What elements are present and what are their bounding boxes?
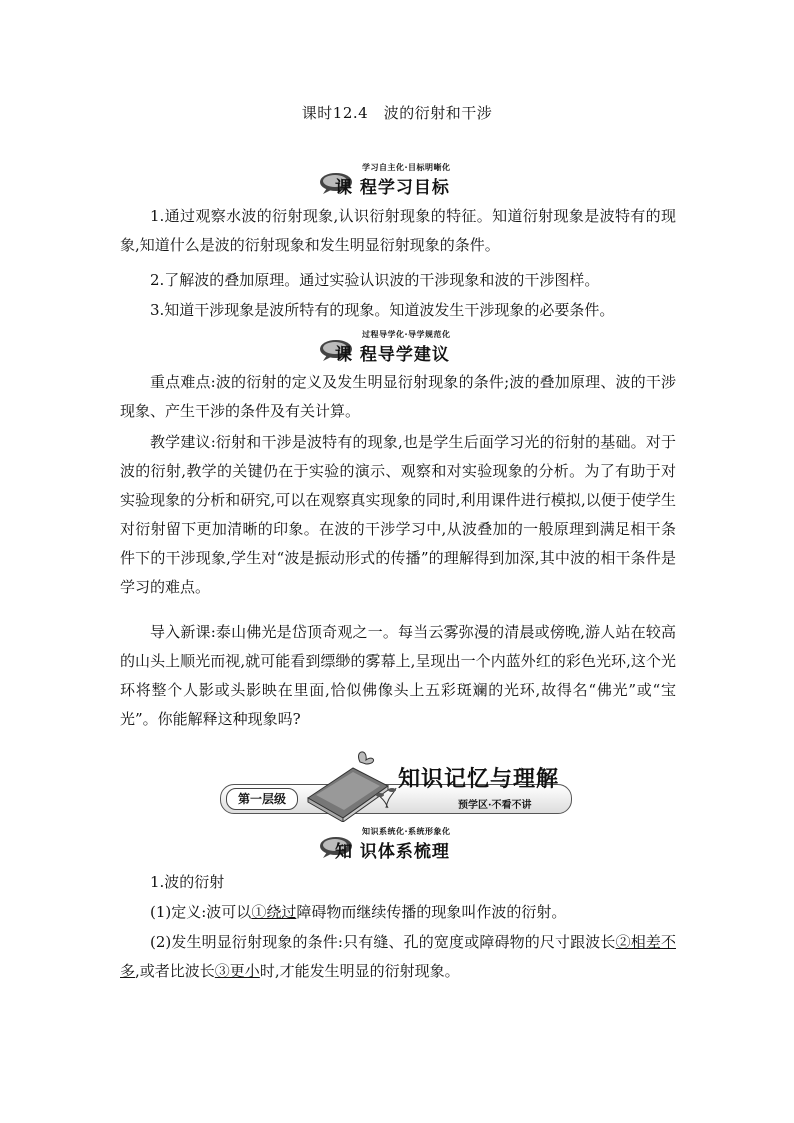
guidance-teaching: 教学建议:衍射和干涉是波特有的现象,也是学生后面学习光的衍射的基础。对于波的衍射,教学的关键仍在于实验的演示、观察和对实验现象的分析。为了有助于对实验现象的分析和研究,可以在观察真实现象的同时,利用课件进行模拟,以便于使学生对衍射留下更加清晰的印象。在波的干涉学习中,从波叠加的一般原理到满足相干条件下的干涉现象,学生对“波是振动形式的传播”的理解得到加深,其中波的相干条件是学习的难点。 xyxy=(120,433,676,596)
section-title: 知 识体系梳理 xyxy=(335,842,450,862)
section-header-guidance xyxy=(0,329,794,369)
knowledge-definition xyxy=(120,898,676,927)
book-butterfly-icon xyxy=(298,748,398,822)
goal-3: 3.知道干涉现象是波所特有的现象。知道波发生干涉现象的必要条件。 xyxy=(150,301,615,319)
condition-text: ,或者比波长 xyxy=(135,962,215,980)
section-subtitle: 学习自主化·目标明晰化 xyxy=(362,163,451,172)
definition-text: (1)定义:波可以 xyxy=(150,903,252,921)
knowledge-heading: 1.波的衍射 xyxy=(150,873,225,891)
section-header-knowledge xyxy=(0,826,794,866)
level-badge: 第一层级 xyxy=(226,788,298,810)
section-header-goals xyxy=(0,162,794,202)
section-title: 课 程导学建议 xyxy=(335,345,450,365)
knowledge-condition xyxy=(120,928,676,986)
banner-title: 知识记忆与理解 xyxy=(398,767,560,792)
section-subtitle: 过程导学化·导学规范化 xyxy=(362,330,451,339)
guidance-key-points: 重点难点:波的衍射的定义及发生明显衍射现象的条件;波的叠加原理、波的干涉现象、产生干涉的条件及有关计算。 xyxy=(120,373,676,420)
answer-blank-2: ②相差不多 xyxy=(120,933,676,980)
page-title: 课时12.4 波的衍射和干涉 xyxy=(301,104,493,122)
goal-1: 1.通过观察水波的衍射现象,认识衍射现象的特征。知道衍射现象是波特有的现象,知道什么是波的衍射现象和发生明显衍射现象的条件。 xyxy=(120,207,676,254)
guidance-intro: 导入新课:泰山佛光是岱顶奇观之一。每当云雾弥漫的清晨或傍晚,游人站在较高的山头上顺光而视,就可能看到缥缈的雾幕上,呈现出一个内蓝外红的彩色光环,这个光环将整个人影或头影映在里面,恰似佛像头上五彩斑斓的光环,故得名“佛光”或“宝光”。你能解释这种现象吗? xyxy=(120,623,676,728)
section-title: 课 程学习目标 xyxy=(335,178,450,198)
section-subtitle: 知识系统化·系统形象化 xyxy=(362,827,451,836)
condition-text: 时,才能发生明显的衍射现象。 xyxy=(259,962,460,980)
definition-text: 障碍物而继续传播的现象叫作波的衍射。 xyxy=(296,903,567,921)
answer-blank-3: ③更小 xyxy=(214,962,260,980)
banner-subtitle: 预学区·不看不讲 xyxy=(458,800,532,811)
condition-text: (2)发生明显衍射现象的条件:只有缝、孔的宽度或障碍物的尺寸跟波长 xyxy=(150,933,616,951)
level-banner xyxy=(220,744,575,824)
goal-2: 2.了解波的叠加原理。通过实验认识波的干涉现象和波的干涉图样。 xyxy=(150,271,600,289)
answer-blank-1: ①绕过 xyxy=(251,903,297,921)
